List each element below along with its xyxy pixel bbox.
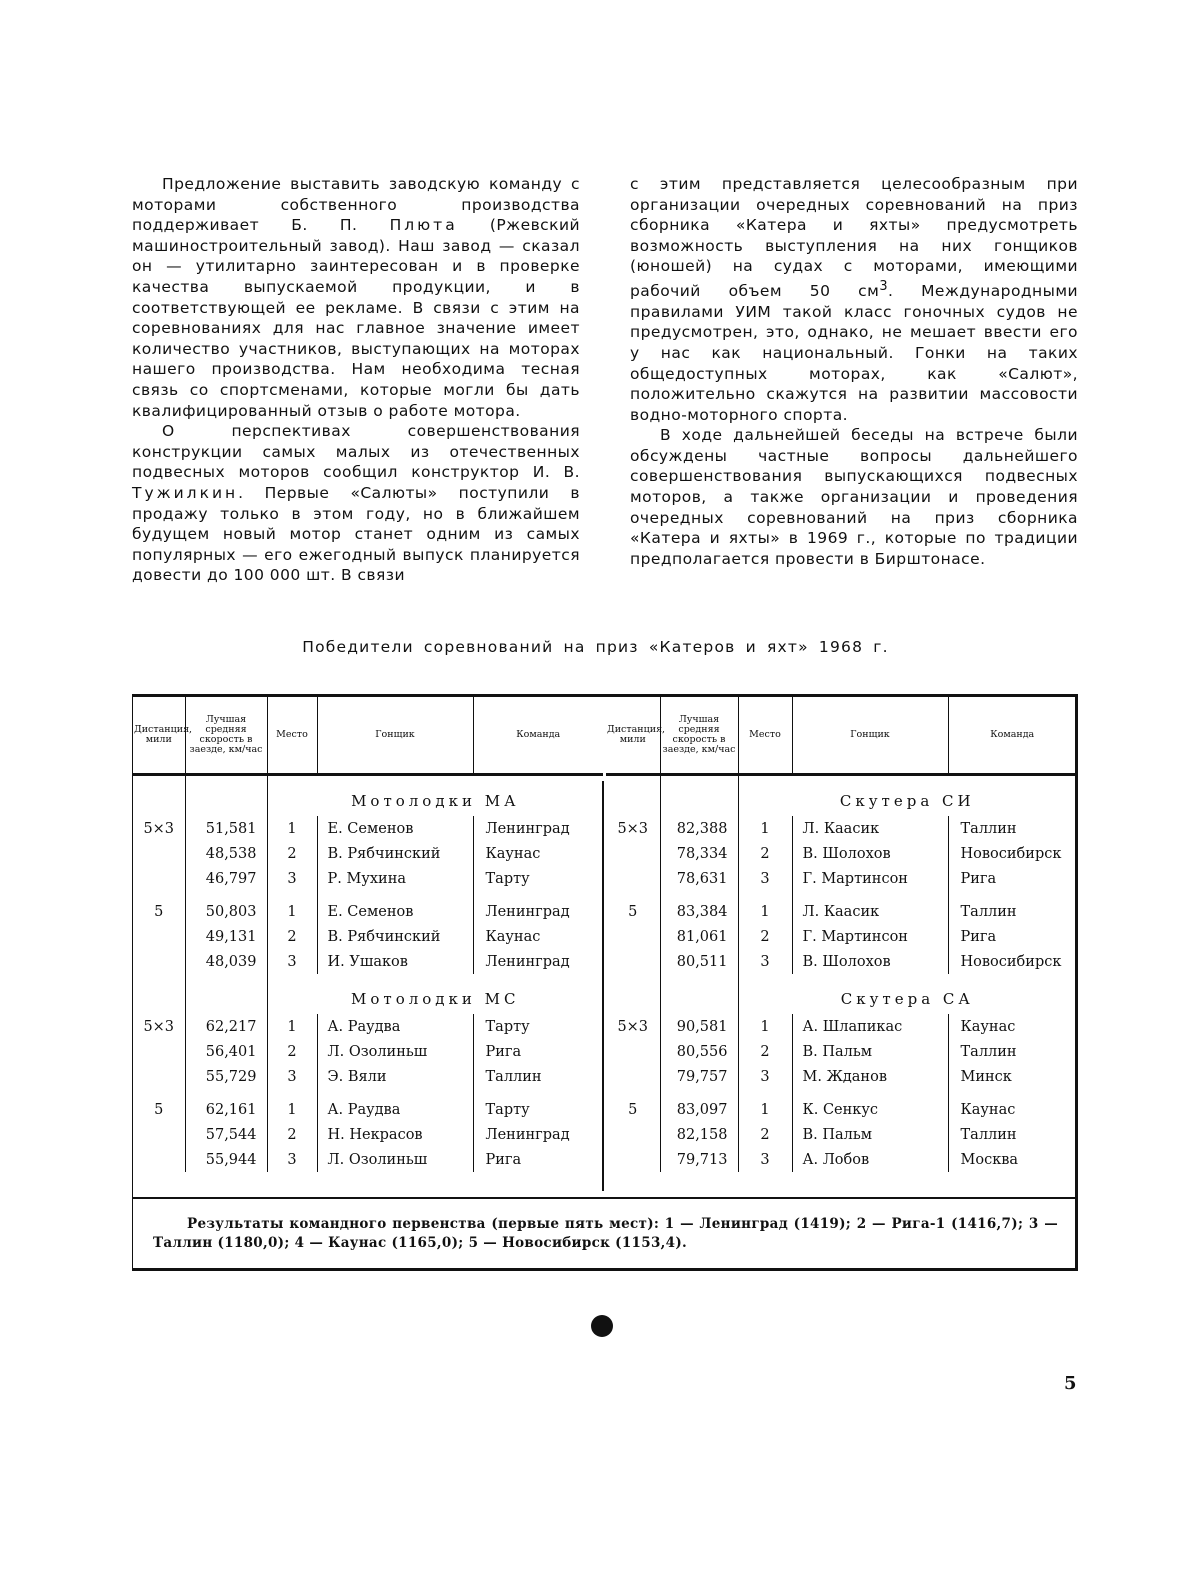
cell-dist <box>133 866 185 891</box>
cell-racer: Л. Каасик <box>792 816 948 841</box>
cell-speed: 81,061 <box>660 924 738 949</box>
cell-racer: М. Жданов <box>792 1064 948 1089</box>
table-row <box>133 949 603 974</box>
cell-team: Каунас <box>948 1089 1076 1122</box>
cell-racer: Г. Мартинсон <box>792 866 948 891</box>
cell-place: 3 <box>760 870 770 887</box>
cell-dist: 5⨯3 <box>133 816 185 841</box>
table-row <box>133 866 603 891</box>
article-column-right <box>630 174 1078 569</box>
table-row <box>133 1089 603 1122</box>
cell-team: Ленинград <box>473 891 603 924</box>
cell-racer: Л. Озолиньш <box>317 1039 473 1064</box>
cell-racer: Н. Некрасов <box>317 1122 473 1147</box>
cell-place: 3 <box>287 870 297 887</box>
header-team: Команда <box>473 697 603 775</box>
cell-place: 2 <box>760 928 770 945</box>
cell-dist <box>606 1039 660 1064</box>
cell-dist <box>606 841 660 866</box>
header-team: Команда <box>948 697 1076 775</box>
cell-team: Каунас <box>473 841 603 866</box>
cell-dist <box>133 924 185 949</box>
cell-speed: 51,581 <box>185 816 267 841</box>
cell-speed: 56,401 <box>185 1039 267 1064</box>
table-center-divider <box>602 781 604 1191</box>
table-row <box>606 1122 1076 1147</box>
table-row <box>606 816 1076 841</box>
cell-racer: В. Рябчинский <box>317 924 473 949</box>
cell-speed: 48,538 <box>185 841 267 866</box>
cell-dist: 5 <box>606 1089 660 1122</box>
cell-dist: 5 <box>133 891 185 924</box>
table-row <box>606 1014 1076 1039</box>
cell-team: Новосибирск <box>948 841 1076 866</box>
results-table-right <box>606 697 1076 1172</box>
cell-speed: 82,158 <box>660 1122 738 1147</box>
table-row <box>606 1039 1076 1064</box>
cell-team: Таллин <box>948 1039 1076 1064</box>
cell-place: 2 <box>287 1126 297 1143</box>
cell-speed: 82,388 <box>660 816 738 841</box>
cell-place: 3 <box>287 1068 297 1085</box>
cell-place: 3 <box>760 953 770 970</box>
table-row <box>606 924 1076 949</box>
class-section-row <box>606 974 1076 1014</box>
cell-speed: 62,217 <box>185 1014 267 1039</box>
cell-dist <box>133 841 185 866</box>
cell-dist <box>133 1122 185 1147</box>
cell-speed: 79,713 <box>660 1147 738 1172</box>
header-racer: Гонщик <box>792 697 948 775</box>
table-row <box>606 891 1076 924</box>
table-row <box>133 1147 603 1172</box>
cell-team: Тарту <box>473 866 603 891</box>
cell-team: Таллин <box>948 1122 1076 1147</box>
cell-racer: А. Шлапикас <box>792 1014 948 1039</box>
table-row <box>133 1064 603 1089</box>
cell-speed: 55,944 <box>185 1147 267 1172</box>
cell-dist <box>606 1122 660 1147</box>
cell-speed: 80,556 <box>660 1039 738 1064</box>
cell-racer: А. Раудва <box>317 1014 473 1039</box>
table-row <box>133 841 603 866</box>
class-name: Скутера СА <box>840 990 974 1008</box>
table-row <box>606 841 1076 866</box>
cell-team: Ленинград <box>473 949 603 974</box>
table-title: Победители соревнований на приз «Катеров и яхт» 1968 г. <box>302 638 889 656</box>
cell-speed: 62,161 <box>185 1089 267 1122</box>
header-distance: Дистанция, мили <box>606 697 660 775</box>
cell-dist <box>606 866 660 891</box>
cell-racer: К. Сенкус <box>792 1089 948 1122</box>
cell-speed: 57,544 <box>185 1122 267 1147</box>
cell-dist <box>606 1147 660 1172</box>
cell-racer: Е. Семенов <box>317 816 473 841</box>
cell-racer: В. Шолохов <box>792 949 948 974</box>
cell-place: 2 <box>760 1043 770 1060</box>
results-table <box>132 694 1078 1271</box>
cell-dist <box>606 949 660 974</box>
cell-team: Ленинград <box>473 816 603 841</box>
cell-speed: 48,039 <box>185 949 267 974</box>
cell-team: Рига <box>473 1039 603 1064</box>
cell-team: Рига <box>948 866 1076 891</box>
table-row <box>606 1147 1076 1172</box>
cell-dist <box>133 949 185 974</box>
page-number: 5 <box>1064 1373 1077 1394</box>
cell-place: 1 <box>287 903 297 920</box>
cell-team: Каунас <box>473 924 603 949</box>
table-row <box>133 924 603 949</box>
cell-team: Каунас <box>948 1014 1076 1039</box>
class-section-row <box>133 974 603 1014</box>
cell-dist: 5⨯3 <box>133 1014 185 1039</box>
article-paragraph: В ходе дальнейшей беседы на встрече были обсуждены частные вопросы дальнейшего совершенствования выпускающихся подвесных моторов, а также организации и проведения очередных соревнований на приз сборника «Катера и яхты» в 1969 г., которые по традиции предполагается провести в Бирштонасе. <box>630 426 1078 568</box>
cell-place: 2 <box>287 1043 297 1060</box>
cell-dist <box>133 1064 185 1089</box>
cell-team: Москва <box>948 1147 1076 1172</box>
class-section-row <box>133 775 603 817</box>
cell-speed: 78,334 <box>660 841 738 866</box>
cell-place: 1 <box>760 1018 770 1035</box>
table-row <box>606 1089 1076 1122</box>
cell-dist <box>133 1147 185 1172</box>
cell-racer: Р. Мухина <box>317 866 473 891</box>
article-paragraph: с этим представляется целесообразным при организации очередных соревнований на приз сборника «Катера и яхты» предусмотреть возможность выступления на них гонщиков (юношей) на судах с моторами, имеющими рабочий объем 50 $см^3$. Международными правилами УИМ такой класс гоночных судов не предусмотрен, это, однако, не мешает ввести его у нас как национальный. Гонки на таких общедоступных моторах, как «Салют», положительно скажутся на развитии массовости водно-моторного спорта. <box>630 175 1078 424</box>
cell-place: 3 <box>287 953 297 970</box>
table-row <box>606 866 1076 891</box>
class-name: Мотолодки МС <box>351 990 520 1008</box>
cell-place: 3 <box>287 1151 297 1168</box>
header-speed: Лучшая средняя скорость в заезде, км/час <box>660 697 738 775</box>
table-row <box>133 1039 603 1064</box>
cell-team: Таллин <box>948 816 1076 841</box>
cell-place: 3 <box>760 1068 770 1085</box>
article-column-left <box>132 174 580 586</box>
cell-place: 1 <box>760 1101 770 1118</box>
table-row <box>133 1122 603 1147</box>
cell-place: 1 <box>760 903 770 920</box>
cell-dist: 5 <box>606 891 660 924</box>
results-table-left <box>133 697 603 1172</box>
table-footer-divider <box>133 1197 1076 1199</box>
superscript: 3 <box>879 278 888 294</box>
class-section-row <box>606 775 1076 817</box>
cell-place: 3 <box>760 1151 770 1168</box>
header-racer: Гонщик <box>317 697 473 775</box>
cell-racer: А. Лобов <box>792 1147 948 1172</box>
cell-speed: 50,803 <box>185 891 267 924</box>
cell-team: Новосибирск <box>948 949 1076 974</box>
header-speed: Лучшая средняя скорость в заезде, км/час <box>185 697 267 775</box>
table-row <box>133 1014 603 1039</box>
surname-spaced: Тужилкин <box>132 483 239 502</box>
cell-speed: 78,631 <box>660 866 738 891</box>
cell-speed: 83,384 <box>660 891 738 924</box>
table-row <box>133 816 603 841</box>
cell-dist <box>606 924 660 949</box>
surname-spaced: Плюта <box>389 216 458 235</box>
cell-dist <box>133 1039 185 1064</box>
cell-team: Минск <box>948 1064 1076 1089</box>
cell-dist <box>606 1064 660 1089</box>
header-place: Место <box>738 697 792 775</box>
cell-place: 1 <box>287 1101 297 1118</box>
cell-team: Тарту <box>473 1014 603 1039</box>
table-row <box>606 1064 1076 1089</box>
end-bullet-icon <box>591 1315 613 1337</box>
cell-place: 1 <box>760 820 770 837</box>
cell-racer: Г. Мартинсон <box>792 924 948 949</box>
cell-speed: 83,097 <box>660 1089 738 1122</box>
cell-team: Рига <box>473 1147 603 1172</box>
cell-speed: 80,511 <box>660 949 738 974</box>
header-distance: Дистанция, мили <box>133 697 185 775</box>
cell-racer: В. Пальм <box>792 1039 948 1064</box>
cell-racer: Л. Каасик <box>792 891 948 924</box>
cell-racer: Л. Озолиньш <box>317 1147 473 1172</box>
cell-place: 2 <box>287 928 297 945</box>
article-paragraph: Предложение выставить заводскую команду с моторами собственного производства поддерживает Б. П. Плюта (Ржевский машиностроительный завод). Наш завод — сказал он — утилитарно заинтересован и в проверке качества выпускаемой продукции, и в соответствующей ее рекламе. В связи с этим на соревнованиях для нас главное значение имеет количество участников, выступающих на моторах нашего производства. Нам необходима тесная связь со спортсменами, которые могли бы дать квалифицированный отзыв о работе мотора. <box>132 175 580 420</box>
cell-team: Тарту <box>473 1089 603 1122</box>
cell-speed: 46,797 <box>185 866 267 891</box>
cell-place: 1 <box>287 1018 297 1035</box>
cell-place: 1 <box>287 820 297 837</box>
class-name: Скутера СИ <box>839 792 975 810</box>
cell-racer: А. Раудва <box>317 1089 473 1122</box>
cell-team: Таллин <box>473 1064 603 1089</box>
cell-dist: 5 <box>133 1089 185 1122</box>
cell-team: Рига <box>948 924 1076 949</box>
cell-racer: И. Ушаков <box>317 949 473 974</box>
class-name: Мотолодки МА <box>351 792 520 810</box>
cell-place: 2 <box>287 845 297 862</box>
cell-speed: 79,757 <box>660 1064 738 1089</box>
cell-racer: В. Шолохов <box>792 841 948 866</box>
cell-racer: Е. Семенов <box>317 891 473 924</box>
table-row <box>606 949 1076 974</box>
article-paragraph: О перспективах совершенствования конструкции самых малых из отечественных подвесных моторов сообщил конструктор И. В. Тужилкин. Первые «Салюты» поступили в продажу только в этом году, но в ближайшем будущем новый мотор станет одним из самых популярных — его ежегодный выпуск планируется довести до 100 000 шт. В связи <box>132 422 580 585</box>
cell-team: Ленинград <box>473 1122 603 1147</box>
team-results-note: Результаты командного первенства (первые пять мест): 1 — Ленинград (1419); 2 — Рига-1 (1416,7); 3 — Таллин (1180,0); 4 — Каунас (1165,0); 5 — Новосибирск (1153,4). <box>153 1216 1058 1251</box>
cell-dist: 5⨯3 <box>606 816 660 841</box>
cell-team: Таллин <box>948 891 1076 924</box>
cell-speed: 49,131 <box>185 924 267 949</box>
cell-dist: 5⨯3 <box>606 1014 660 1039</box>
cell-racer: В. Рябчинский <box>317 841 473 866</box>
header-place: Место <box>267 697 317 775</box>
cell-racer: В. Пальм <box>792 1122 948 1147</box>
table-row <box>133 891 603 924</box>
cell-place: 2 <box>760 1126 770 1143</box>
cell-speed: 55,729 <box>185 1064 267 1089</box>
cell-racer: Э. Вяли <box>317 1064 473 1089</box>
cell-place: 2 <box>760 845 770 862</box>
cell-speed: 90,581 <box>660 1014 738 1039</box>
